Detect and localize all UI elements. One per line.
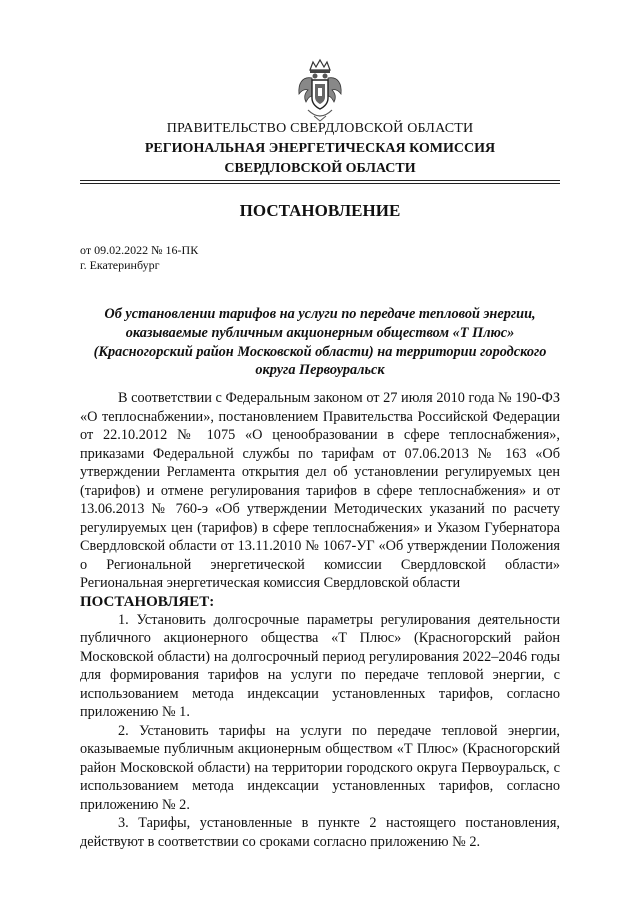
- preamble-paragraph: В соответствии с Федеральным законом от 27 июля 2010 года № 190-ФЗ «О теплоснабжении», постановлением Правительства Российской Федерации от 22.10.2012 № 1075 «О ценообразовании в сфере теплоснабжения», приказами Федеральной службы по тарифам от 07.06.2013 № 163 «Об утверждении Регламента открытия дел об установлении регулируемых цен (тарифов) и отмене регулирования тарифов в сфере теплоснабжения» и от 13.06.2013 № 760-э «Об утверждении Методических указаний по расчету регулируемых цен (тарифов) в сфере теплоснабжения» и Указом Губернатора Свердловской области от 13.11.2010 № 1067-УГ «Об утверждении Положения о Региональной энергетической комиссии Свердловской области» Региональная энергетическая комиссия Свердловской области: [80, 390, 560, 591]
- commission-name-line2: СВЕРДЛОВСКОЙ ОБЛАСТИ: [224, 161, 416, 176]
- header-divider-bottom: [80, 183, 560, 184]
- header-divider-top: [80, 180, 560, 181]
- decree-item-2: 2. Установить тарифы на услуги по передаче тепловой энергии, оказываемые публичным акционерным обществом «Т Плюс» (Красногорский район Московской области) на территории городского округа Первоуральск, с использованием метода индексации установленных тарифов, согласно приложению № 2.: [80, 722, 560, 813]
- document-body: [80, 389, 560, 851]
- document-subject: Об установлении тарифов на услуги по передаче тепловой энергии, оказываемые публичным акционерным обществом «Т Плюс» (Красногорский район Московской области) на территории городского округа Первоуральск: [93, 306, 547, 379]
- document-type-title: ПОСТАНОВЛЕНИЕ: [239, 201, 401, 220]
- commission-name-line1: РЕГИОНАЛЬНАЯ ЭНЕРГЕТИЧЕСКАЯ КОМИССИЯ: [144, 141, 496, 156]
- government-name: ПРАВИТЕЛЬСТВО СВЕРДЛОВСКОЙ ОБЛАСТИ: [166, 121, 474, 136]
- document-city: г. Екатеринбург: [80, 258, 160, 272]
- decree-item-3: 3. Тарифы, установленные в пункте 2 настоящего постановления, действуют в соответствии со сроками согласно приложению № 2.: [80, 815, 560, 850]
- coat-of-arms-icon: [296, 58, 344, 122]
- decree-heading: ПОСТАНОВЛЯЕТ:: [80, 593, 215, 610]
- document-date-number: от 09.02.2022 № 16-ПК: [80, 243, 199, 257]
- decree-item-1: 1. Установить долгосрочные параметры регулирования деятельности публичного акционерного общества «Т Плюс» (Красногорский район Московской области) на долгосрочный период регулирования 2022–2046 годы для формирования тарифов на услуги по передаче тепловой энергии, с использованием метода индексации установленных тарифов, согласно приложению № 1.: [80, 611, 560, 720]
